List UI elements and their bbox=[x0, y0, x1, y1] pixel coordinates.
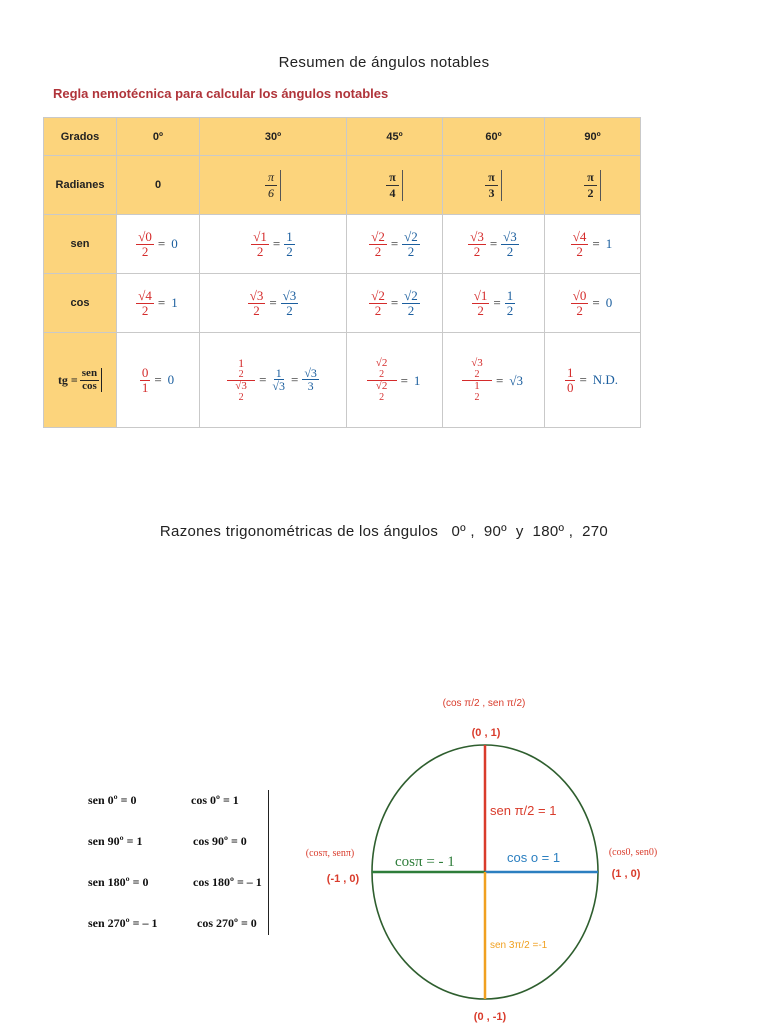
degree-0: 0º bbox=[117, 118, 200, 156]
cos-30: $\frac{√3}{2}$ = $\frac{√3}{2}$ bbox=[200, 274, 347, 333]
left-coord: (-1 , 0) bbox=[326, 873, 360, 885]
sen-45: $\frac{√2}{2}$ = $\frac{√2}{2}$ bbox=[347, 215, 443, 274]
identity-sen-90: sen 90º = 1 bbox=[88, 834, 143, 848]
tg-label: tg = $\frac{\text{sen}}{\cos}$ bbox=[44, 333, 117, 428]
subtitle: Regla nemotécnica para calcular los ángulos notables bbox=[53, 86, 389, 101]
radian-60: $\frac{\pi}{3}$ bbox=[443, 156, 545, 215]
identity-sen-0: sen 0º = 0 bbox=[88, 793, 137, 807]
right-expression: (cos0, sen0) bbox=[608, 847, 658, 858]
tg-0: $\frac{0}{1}$ = 0 bbox=[117, 333, 200, 428]
degree-45: 45º bbox=[347, 118, 443, 156]
degree-60: 60º bbox=[443, 118, 545, 156]
radian-0: 0 bbox=[117, 156, 200, 215]
top-coord: (0 , 1) bbox=[471, 727, 501, 739]
cos-pi-label: cosπ = - 1 bbox=[395, 854, 455, 870]
sen-half-pi-label: sen π/2 = 1 bbox=[490, 803, 557, 818]
top-expression: (cos π/2 , sen π/2) bbox=[442, 698, 526, 709]
radian-45: $\frac{\pi}{4}$ bbox=[347, 156, 443, 215]
cos-zero-label: cos o = 1 bbox=[507, 850, 561, 865]
identity-sen-270: sen 270º = – 1 bbox=[88, 916, 158, 930]
degree-90: 90º bbox=[545, 118, 641, 156]
grados-label: Grados bbox=[44, 118, 117, 156]
sen-3pi-half-label: sen 3π/2 =-1 bbox=[490, 940, 548, 951]
bottom-coord: (0 , -1) bbox=[473, 1011, 507, 1023]
sen-90: $\frac{√4}{2}$ = 1 bbox=[545, 215, 641, 274]
tg-45: √2 2 √2 2 = 1 bbox=[347, 333, 443, 428]
sen-label: sen bbox=[44, 215, 117, 274]
tg-30: 1 2 √3 2 = $\frac{1}{√3}$ = $\frac{√3}{3}$ bbox=[200, 333, 347, 428]
identity-sen-180: sen 180º = 0 bbox=[88, 875, 149, 889]
tg-90: $\frac{1}{0}$ = N.D. bbox=[545, 333, 641, 428]
tg-60: √3 2 1 2 = √3 bbox=[443, 333, 545, 428]
cos-label: cos bbox=[44, 274, 117, 333]
cos-0: $\frac{√4}{2}$ = 1 bbox=[117, 274, 200, 333]
identity-cos-0: cos 0º = 1 bbox=[191, 793, 239, 807]
radian-30: $\frac{\pi}{6}$ bbox=[200, 156, 347, 215]
identity-cos-180: cos 180º = – 1 bbox=[193, 875, 262, 889]
section-heading: Razones trigonométricas de los ángulos 0º , 90º y 180º , 270 bbox=[159, 523, 609, 540]
left-expression: (cosπ, senπ) bbox=[305, 848, 355, 859]
identity-cos-270: cos 270º = 0 bbox=[197, 916, 257, 930]
right-coord: (1 , 0) bbox=[611, 868, 641, 880]
cos-90: $\frac{√0}{2}$ = 0 bbox=[545, 274, 641, 333]
page-title: Resumen de ángulos notables bbox=[278, 54, 490, 71]
sen-30: $\frac{√1}{2}$ = $\frac{1}{2}$ bbox=[200, 215, 347, 274]
radianes-label: Radianes bbox=[44, 156, 117, 215]
sen-0: $\frac{√0}{2}$ = 0 bbox=[117, 215, 200, 274]
cos-60: $\frac{√1}{2}$ = $\frac{1}{2}$ bbox=[443, 274, 545, 333]
identity-cos-90: cos 90º = 0 bbox=[193, 834, 247, 848]
sen-60: $\frac{√3}{2}$ = $\frac{√3}{2}$ bbox=[443, 215, 545, 274]
radian-90: $\frac{\pi}{2}$ bbox=[545, 156, 641, 215]
cos-45: $\frac{√2}{2}$ = $\frac{√2}{2}$ bbox=[347, 274, 443, 333]
degree-30: 30º bbox=[200, 118, 347, 156]
